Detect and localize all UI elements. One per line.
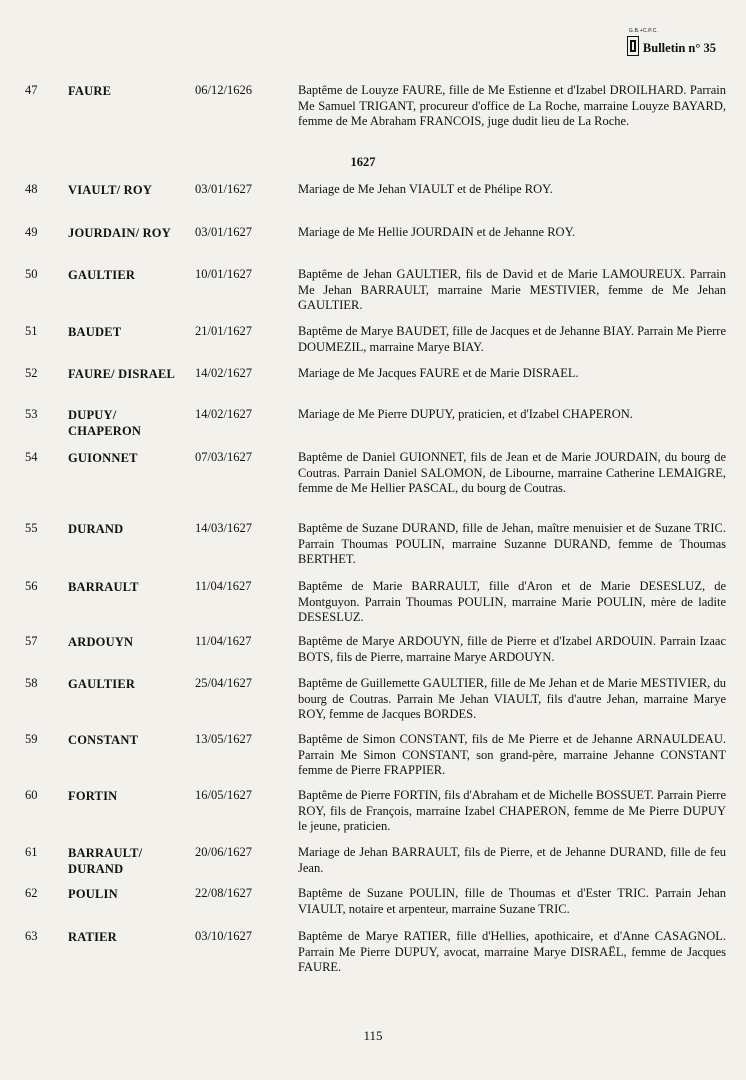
entry-number: 62: [25, 886, 38, 900]
entry-number: 57: [25, 634, 38, 648]
entry-name: FAURE/ DISRAEL: [68, 367, 176, 381]
entry-name: BARRAULT/ DURAND: [68, 846, 143, 876]
entry-number: 51: [25, 324, 38, 338]
entry-number: 61: [25, 845, 38, 859]
page-number: 115: [363, 1028, 383, 1043]
entry-name: GUIONNET: [68, 451, 138, 465]
entry-number: 58: [25, 676, 38, 690]
entry-date: 10/01/1627: [195, 267, 252, 281]
entry-date: 14/02/1627: [195, 407, 252, 421]
entry-number: 48: [25, 182, 38, 196]
entry-description: Baptême de Daniel GUIONNET, fils de Jean et de Marie JOURDAIN, du bourg de Coutras. Parrain Daniel SALOMON, de Libourne, marraine Catherine LEMAIGRE, femme de Me Hellier PASCAL, du bourg de Coutras.: [298, 450, 726, 495]
entry-name: BAUDET: [68, 325, 122, 339]
entry-description: Baptême de Suzane POULIN, fille de Thoumas et d'Ester TRIC. Parrain Jehan VIAULT, notaire et arpenteur, marraine Suzane TRIC.: [298, 886, 726, 916]
entry-date: 11/04/1627: [195, 634, 252, 648]
logo-icon: [627, 36, 639, 56]
bulletin-title: Bulletin n° 35: [642, 41, 716, 55]
entry-date: 03/01/1627: [195, 225, 252, 239]
entry-description: Baptême de Suzane DURAND, fille de Jehan, maître menuisier et de Suzane TRIC. Parrain Thoumas POULIN, marraine Suzanne DURAND, femme de Thoumas BERTHET.: [298, 521, 726, 566]
entry-description: Baptême de Pierre FORTIN, fils d'Abraham et de Michelle BOSSUET. Parrain Pierre ROY, fils de François, marraine Izabel CHAPERON, femme de Me Pierre DUPUY le jeune, praticien.: [298, 788, 726, 833]
entry-description: Mariage de Me Jehan VIAULT et de Phélipe ROY.: [298, 182, 553, 196]
entry-name: DURAND: [68, 522, 124, 536]
entry-number: 60: [25, 788, 38, 802]
entry-name: FAURE: [68, 84, 112, 98]
page-header: [627, 28, 716, 56]
entry-description: Baptême de Louyze FAURE, fille de Me Estienne et d'Izabel DROILHARD. Parrain Me Samuel TRIGANT, procureur d'office de La Roche, marraine Louyze BAYARD, femme de Me Abraham FRANCOIS, juge dudit lieu de La Roche.: [298, 83, 726, 128]
entry-description: Mariage de Me Hellie JOURDAIN et de Jehanne ROY.: [298, 225, 576, 239]
entry-name: FORTIN: [68, 789, 118, 803]
society-mark: G.B.+C.P.C.: [628, 28, 659, 34]
entry-name: GAULTIER: [68, 268, 136, 282]
entry-date: 20/06/1627: [195, 845, 252, 859]
entry-number: 54: [25, 450, 38, 464]
entry-description: Baptême de Simon CONSTANT, fils de Me Pierre et de Jehanne ARNAULDEAU. Parrain Me Simon CONSTANT, son grand-père, marraine Jehanne CONSTANT femme de Pierre FRAPPIER.: [298, 732, 726, 777]
entry-number: 50: [25, 267, 38, 281]
entry-description: Baptême de Jehan GAULTIER, fils de David et de Marie LAMOUREUX. Parrain Me Jehan BARRAULT, marraine Marie MESTIVIER, femme de Me Jehan GAULTIER.: [298, 267, 726, 312]
entry-date: 14/03/1627: [195, 521, 252, 535]
entry-name: POULIN: [68, 887, 118, 901]
year-heading: 1627: [350, 155, 376, 169]
entry-name: JOURDAIN/ ROY: [68, 226, 171, 240]
entry-description: Baptême de Marie BARRAULT, fille d'Aron et de Marie DESESLUZ, de Montguyon. Parrain Thoumas POULIN, marraine Marie POULIN, mère de ladite DESESLUZ.: [298, 579, 726, 624]
entry-date: 07/03/1627: [195, 450, 252, 464]
entry-number: 52: [25, 366, 38, 380]
entry-date: 13/05/1627: [195, 732, 252, 746]
entry-date: 25/04/1627: [195, 676, 252, 690]
entry-name: ARDOUYN: [68, 635, 134, 649]
entry-description: Mariage de Me Pierre DUPUY, praticien, et d'Izabel CHAPERON.: [298, 407, 633, 421]
entry-number: 53: [25, 407, 38, 421]
entry-date: 06/12/1626: [195, 83, 252, 97]
entry-description: Baptême de Marye RATIER, fille d'Hellies, apothicaire, et d'Anne CASAGNOL. Parrain Me Pierre DUPUY, avocat, marraine Marye DISRAËL, femme de Jacques FAURE.: [298, 929, 726, 974]
entry-date: 22/08/1627: [195, 886, 252, 900]
entry-description: Mariage de Me Jacques FAURE et de Marie DISRAEL.: [298, 366, 579, 380]
entry-number: 55: [25, 521, 38, 535]
entry-name: DUPUY/ CHAPERON: [68, 408, 142, 438]
entry-number: 63: [25, 929, 38, 943]
entry-name: CONSTANT: [68, 733, 139, 747]
entry-number: 49: [25, 225, 38, 239]
entry-date: 16/05/1627: [195, 788, 252, 802]
entry-description: Baptême de Marye ARDOUYN, fille de Pierre et d'Izabel ARDOUIN. Parrain Izaac BOTS, fils de Pierre, marraine Marye ARDOUYN.: [298, 634, 726, 664]
entry-number: 56: [25, 579, 38, 593]
entry-description: Baptême de Guillemette GAULTIER, fille de Me Jehan et de Marie MESTIVIER, du bourg de Coutras. Parrain Me Jehan VIAULT, fils d'autre Jehan, marraine Marye ROY, femme de Jacques BORDES.: [298, 676, 726, 721]
entry-description: Baptême de Marye BAUDET, fille de Jacques et de Jehanne BIAY. Parrain Me Pierre DOUMEZIL, marraine Marye BIAY.: [298, 324, 726, 354]
entry-name: RATIER: [68, 930, 117, 944]
entry-date: 21/01/1627: [195, 324, 252, 338]
entry-number: 59: [25, 732, 38, 746]
entry-number: 47: [25, 83, 38, 97]
entry-date: 14/02/1627: [195, 366, 252, 380]
entry-date: 11/04/1627: [195, 579, 252, 593]
entry-name: BARRAULT: [68, 580, 139, 594]
entry-date: 03/10/1627: [195, 929, 252, 943]
entry-name: GAULTIER: [68, 677, 136, 691]
entry-description: Mariage de Jehan BARRAULT, fils de Pierre, et de Jehanne DURAND, fille de feu Jean.: [298, 845, 726, 875]
entry-name: VIAULT/ ROY: [68, 183, 153, 197]
entry-date: 03/01/1627: [195, 182, 252, 196]
